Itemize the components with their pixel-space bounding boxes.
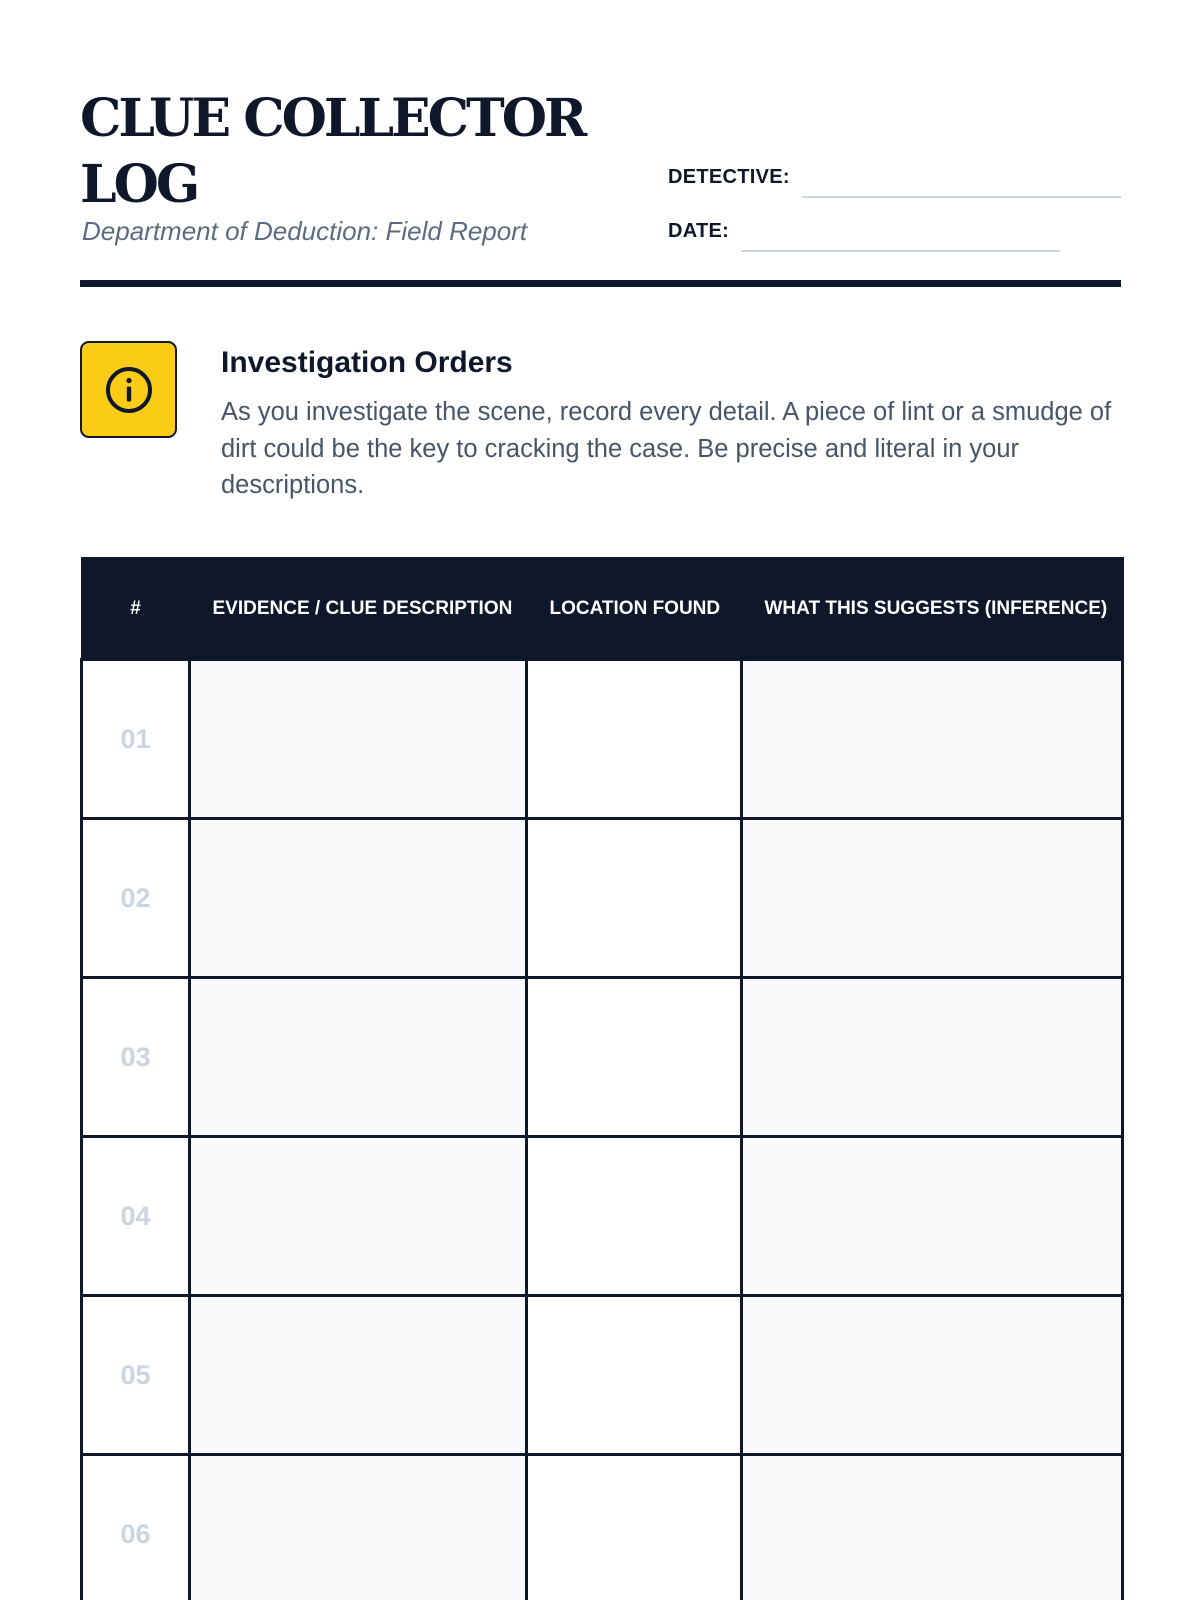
inference-cell[interactable] <box>742 819 1123 978</box>
column-header-location: LOCATION FOUND <box>527 558 742 660</box>
orders-text: As you investigate the scene, record every detail. A piece of lint or a smudge of dirt could be the key to cracking the case. Be precise and literal in your descriptions. <box>221 398 1112 499</box>
row-number: 06 <box>82 1455 190 1600</box>
column-header-number: # <box>82 558 190 660</box>
worksheet-page <box>80 0 1121 1600</box>
evidence-cell[interactable] <box>190 978 527 1137</box>
location-cell[interactable] <box>527 978 742 1137</box>
row-number: 04 <box>82 1137 190 1296</box>
table-row <box>82 1296 1123 1455</box>
evidence-log-table <box>80 557 1124 1600</box>
info-icon <box>105 366 153 414</box>
column-header-inference: WHAT THIS SUGGESTS (INFERENCE) <box>742 558 1123 660</box>
page-title: CLUE COLLECTOR LOG <box>80 88 585 215</box>
row-number: 02 <box>82 819 190 978</box>
row-number: 05 <box>82 1296 190 1455</box>
table-header-row <box>82 558 1123 660</box>
header-divider <box>80 280 1121 287</box>
location-cell[interactable] <box>527 660 742 819</box>
table-row <box>82 978 1123 1137</box>
page-subtitle: Department of Deduction: Field Report <box>82 216 528 246</box>
inference-cell[interactable] <box>742 660 1123 819</box>
table-row <box>82 1137 1123 1296</box>
table-row <box>82 819 1123 978</box>
location-cell[interactable] <box>527 819 742 978</box>
inference-cell[interactable] <box>742 1296 1123 1455</box>
location-cell[interactable] <box>527 1455 742 1600</box>
orders-title: Investigation Orders <box>221 346 513 379</box>
evidence-cell[interactable] <box>190 660 527 819</box>
row-number: 01 <box>82 660 190 819</box>
location-cell[interactable] <box>527 1296 742 1455</box>
location-cell[interactable] <box>527 1137 742 1296</box>
inference-cell[interactable] <box>742 1137 1123 1296</box>
info-icon-box <box>80 341 177 438</box>
date-field[interactable] <box>741 250 1060 252</box>
detective-label: DETECTIVE: <box>668 166 790 188</box>
inference-cell[interactable] <box>742 1455 1123 1600</box>
evidence-cell[interactable] <box>190 1296 527 1455</box>
date-label: DATE: <box>668 220 730 242</box>
evidence-cell[interactable] <box>190 1455 527 1600</box>
row-number: 03 <box>82 978 190 1137</box>
column-header-evidence: EVIDENCE / CLUE DESCRIPTION <box>190 558 527 660</box>
table-row <box>82 1455 1123 1600</box>
evidence-cell[interactable] <box>190 1137 527 1296</box>
table-row <box>82 660 1123 819</box>
detective-field[interactable] <box>802 196 1121 198</box>
inference-cell[interactable] <box>742 978 1123 1137</box>
evidence-cell[interactable] <box>190 819 527 978</box>
